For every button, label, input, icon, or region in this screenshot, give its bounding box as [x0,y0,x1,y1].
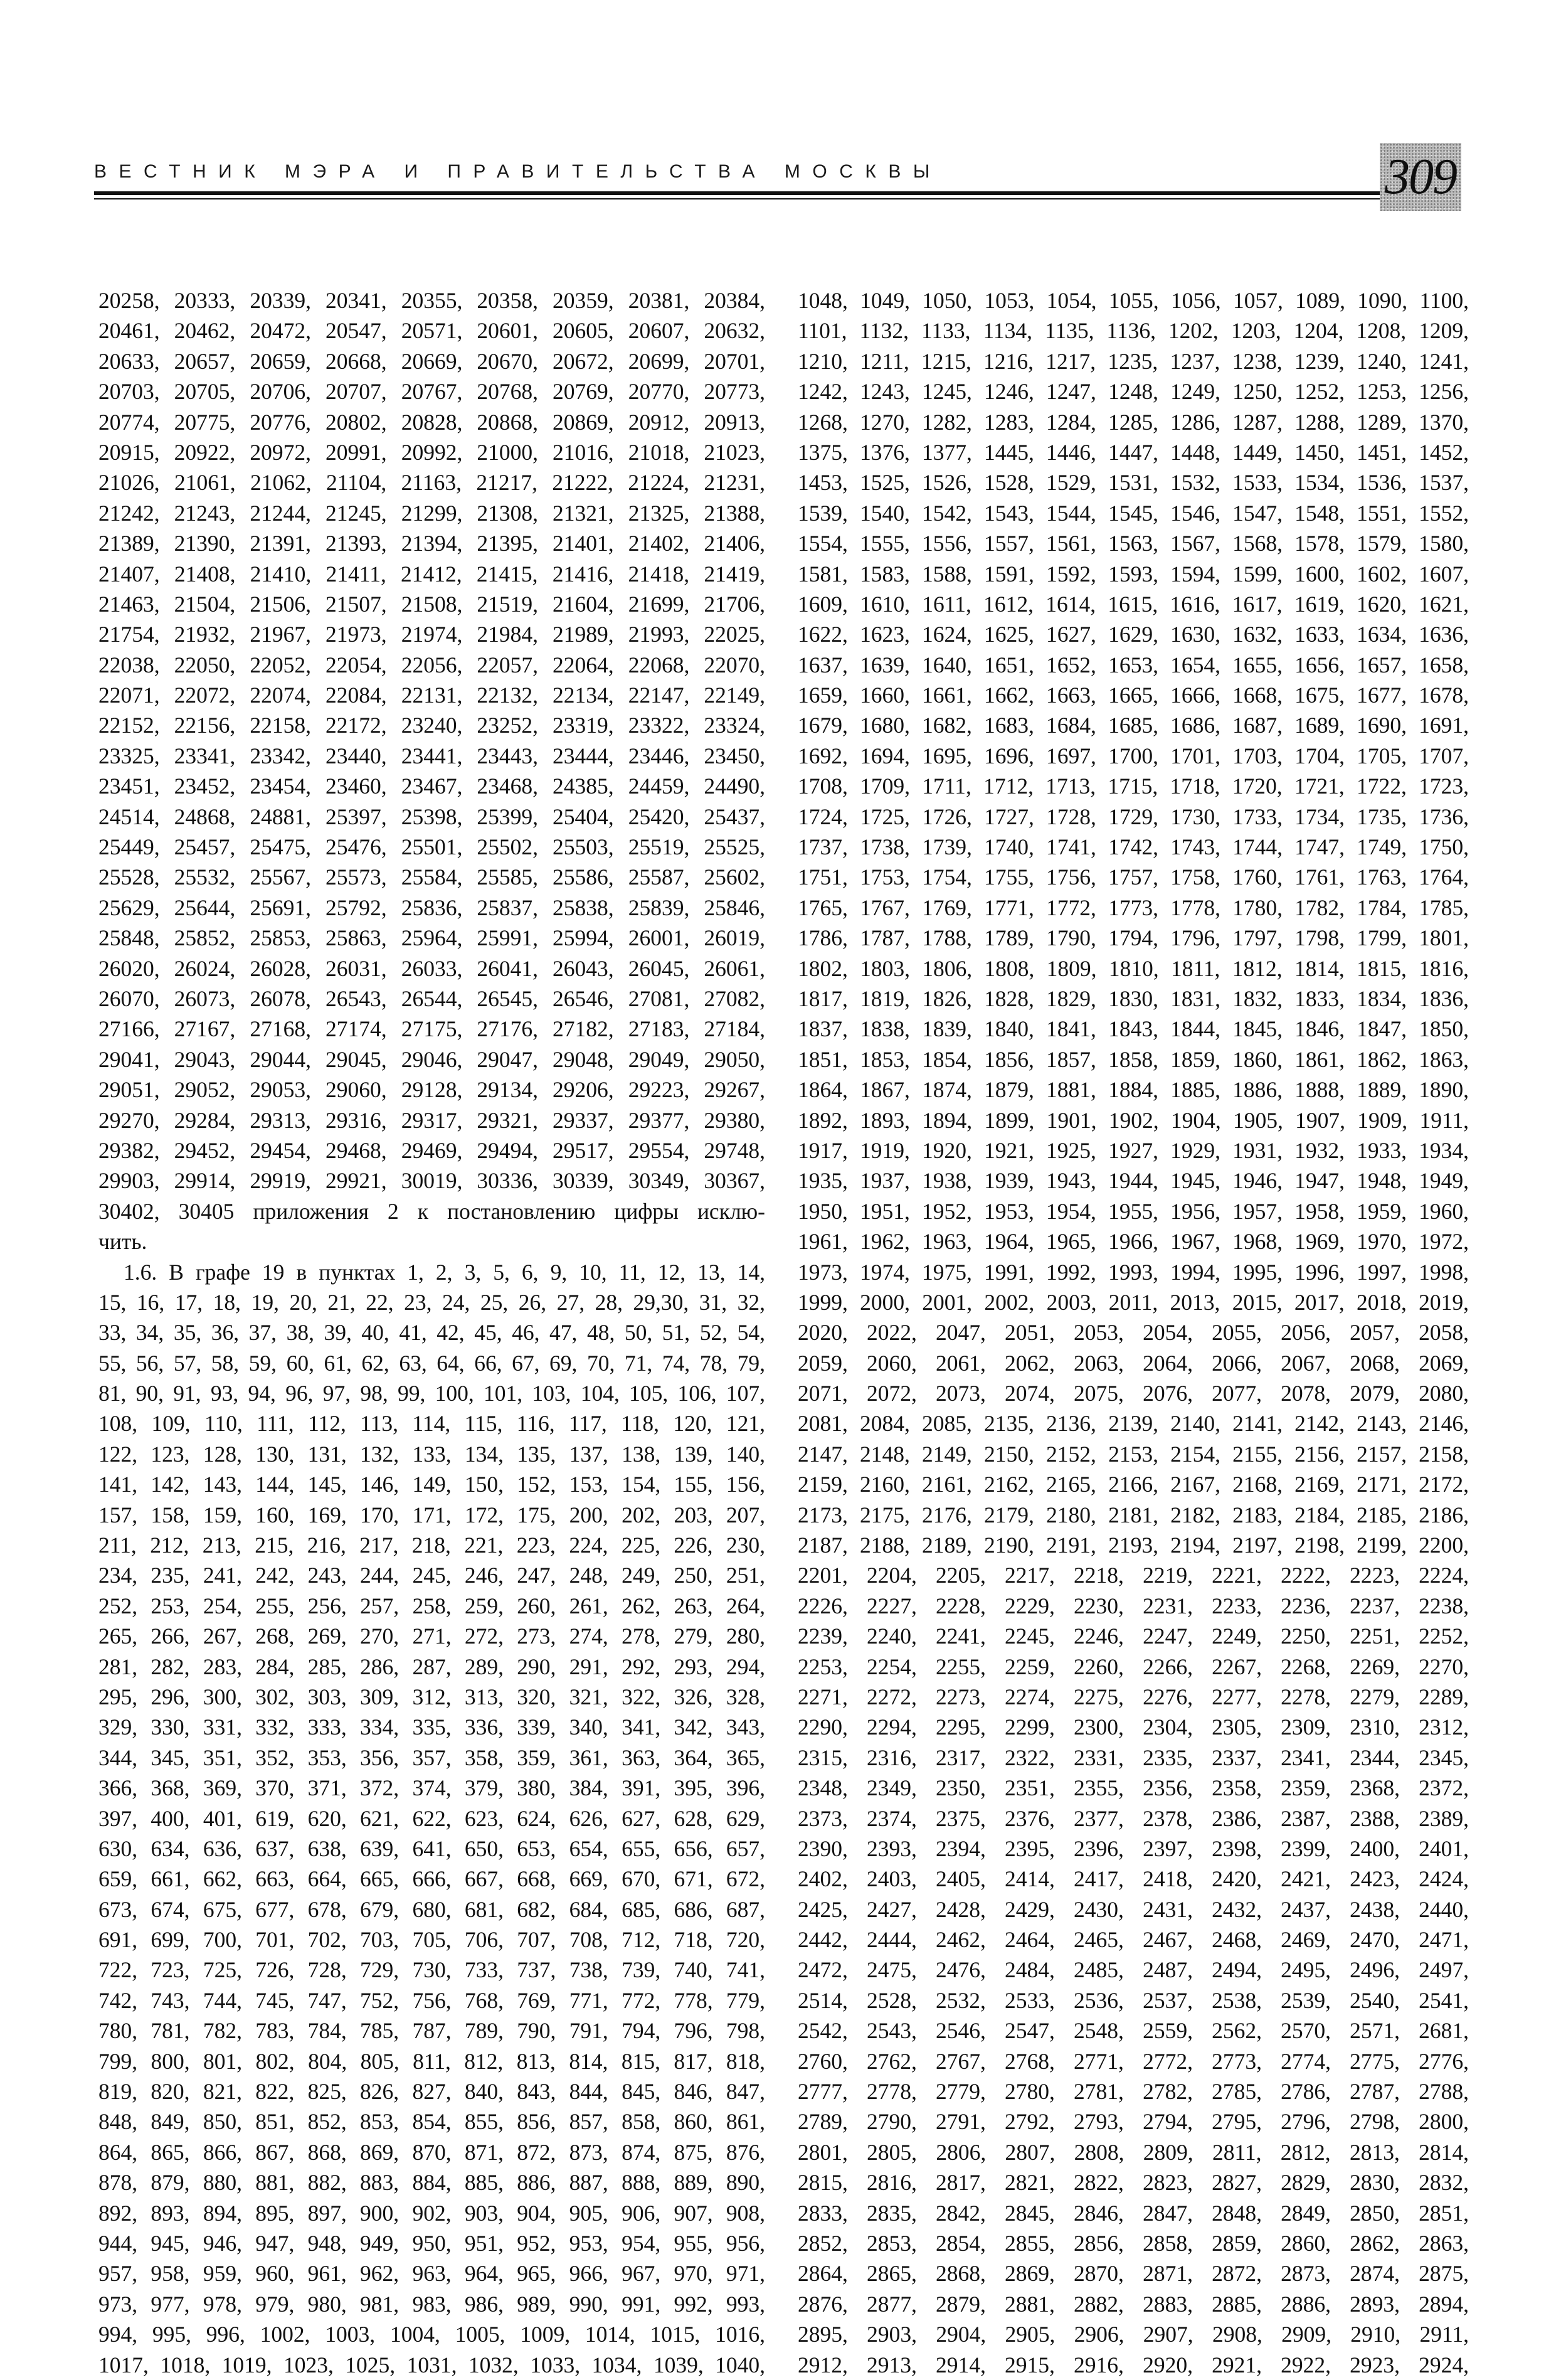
right-column [798,285,1469,2380]
text-line: 29051, 29052, 29053, 29060, 29128, 29134, 29206, 29223, 29267, [98,1077,765,1103]
text-line: 1554, 1555, 1556, 1557, 1561, 1563, 1567, 1568, 1578, 1579, 1580, [798,531,1469,556]
text-line: 281, 282, 283, 284, 285, 286, 287, 289, 290, 291, 292, 293, 294, [98,1654,765,1679]
text-line: 20915, 20922, 20972, 20991, 20992, 21000, 21016, 21018, 21023, [98,439,765,465]
text-line: 1622, 1623, 1624, 1625, 1627, 1629, 1630, 1632, 1633, 1634, 1636, [798,622,1469,647]
text-line: 742, 743, 744, 745, 747, 752, 756, 768, 769, 771, 772, 778, 779, [98,1987,765,2013]
text-line: 2271, 2272, 2273, 2274, 2275, 2276, 2277, 2278, 2279, 2289, [798,1684,1469,1709]
text-line: 2020, 2022, 2047, 2051, 2053, 2054, 2055, 2056, 2057, 2058, [798,1320,1469,1346]
text-line: 1659, 1660, 1661, 1662, 1663, 1665, 1666, 1668, 1675, 1677, 1678, [798,683,1469,708]
text-line: 20703, 20705, 20706, 20707, 20767, 20768, 20769, 20770, 20773, [98,379,765,405]
text-line: 29903, 29914, 29919, 29921, 30019, 30336, 30339, 30349, 30367, [98,1168,765,1194]
text-line: 780, 781, 782, 783, 784, 785, 787, 789, 790, 791, 794, 796, 798, [98,2018,765,2044]
text-line: 2472, 2475, 2476, 2484, 2485, 2487, 2494, 2495, 2496, 2497, [798,1957,1469,1983]
text-line: 1864, 1867, 1874, 1879, 1881, 1884, 1885, 1886, 1888, 1889, 1890, [798,1077,1469,1103]
text-line: 108, 109, 110, 111, 112, 113, 114, 115, 116, 117, 118, 120, 121, [98,1411,765,1437]
text-line: 265, 266, 267, 268, 269, 270, 271, 272, 273, 274, 278, 279, 280, [98,1623,765,1649]
text-line: 1973, 1974, 1975, 1991, 1992, 1993, 1994, 1995, 1996, 1997, 1998, [798,1259,1469,1285]
text-line: 30402, 30405 приложения 2 к постановлению цифры исклю- [98,1198,765,1224]
text-line: 344, 345, 351, 352, 353, 356, 357, 358, 359, 361, 363, 364, 365, [98,1745,765,1770]
text-line: 329, 330, 331, 332, 333, 334, 335, 336, 339, 340, 341, 342, 343, [98,1714,765,1740]
text-line: 21242, 21243, 21244, 21245, 21299, 21308, 21321, 21325, 21388, [98,500,765,526]
text-line: 1751, 1753, 1754, 1755, 1756, 1757, 1758, 1760, 1761, 1763, 1764, [798,864,1469,890]
text-line: 1737, 1738, 1739, 1740, 1741, 1742, 1743, 1744, 1747, 1749, 1750, [798,834,1469,860]
text-line: 1708, 1709, 1711, 1712, 1713, 1715, 1718, 1720, 1721, 1722, 1723, [798,773,1469,799]
text-line: 1765, 1767, 1769, 1771, 1772, 1773, 1778, 1780, 1782, 1784, 1785, [798,895,1469,920]
text-line: 1724, 1725, 1726, 1727, 1728, 1729, 1730, 1733, 1734, 1735, 1736, [798,804,1469,829]
header-rule-thin [94,198,1380,199]
left-column [98,285,765,2380]
text-line: 2239, 2240, 2241, 2245, 2246, 2247, 2249, 2250, 2251, 2252, [798,1623,1469,1649]
text-line: 878, 879, 880, 881, 882, 883, 884, 885, 886, 887, 888, 889, 890, [98,2170,765,2196]
text-line: 234, 235, 241, 242, 243, 244, 245, 246, 247, 248, 249, 250, 251, [98,1563,765,1588]
text-line: 29382, 29452, 29454, 29468, 29469, 29494, 29517, 29554, 29748, [98,1137,765,1163]
text-line: 2315, 2316, 2317, 2322, 2331, 2335, 2337, 2341, 2344, 2345, [798,1745,1469,1770]
text-line: 2348, 2349, 2350, 2351, 2355, 2356, 2358, 2359, 2368, 2372, [798,1775,1469,1801]
text-line: 22038, 22050, 22052, 22054, 22056, 22057, 22064, 22068, 22070, [98,652,765,677]
text-line: 23451, 23452, 23454, 23460, 23467, 23468, 24385, 24459, 24490, [98,773,765,799]
text-line: 295, 296, 300, 302, 303, 309, 312, 313, 320, 321, 322, 326, 328, [98,1684,765,1709]
text-line: 22152, 22156, 22158, 22172, 23240, 23252, 23319, 23322, 23324, [98,713,765,738]
text-line: 2815, 2816, 2817, 2821, 2822, 2823, 2827, 2829, 2830, 2832, [798,2170,1469,2196]
text-line: 2059, 2060, 2061, 2062, 2063, 2064, 2066, 2067, 2068, 2069, [798,1350,1469,1376]
text-line: 799, 800, 801, 802, 804, 805, 811, 812, 813, 814, 815, 817, 818, [98,2048,765,2074]
text-line: 25449, 25457, 25475, 25476, 25501, 25502, 25503, 25519, 25525, [98,834,765,860]
text-line: 1892, 1893, 1894, 1899, 1901, 1902, 1904, 1905, 1907, 1909, 1911, [798,1107,1469,1133]
text-line: 2373, 2374, 2375, 2376, 2377, 2378, 2386, 2387, 2388, 2389, [798,1805,1469,1831]
text-line: 2912, 2913, 2914, 2915, 2916, 2920, 2921, 2922, 2923, 2924, [798,2352,1469,2377]
page-number: 309 [1385,149,1456,205]
text-line: 21754, 21932, 21967, 21973, 21974, 21984, 21989, 21993, 22025, [98,622,765,647]
text-line: 659, 661, 662, 663, 664, 665, 666, 667, 668, 669, 670, 671, 672, [98,1866,765,1892]
text-line: 25528, 25532, 25567, 25573, 25584, 25585, 25586, 25587, 25602, [98,864,765,890]
text-line: 2833, 2835, 2842, 2845, 2846, 2847, 2848, 2849, 2850, 2851, [798,2200,1469,2226]
text-line: 691, 699, 700, 701, 702, 703, 705, 706, 707, 708, 712, 718, 720, [98,1927,765,1953]
text-line: 21026, 21061, 21062, 21104, 21163, 21217, 21222, 21224, 21231, [98,470,765,496]
text-line: 211, 212, 213, 215, 216, 217, 218, 221, 223, 224, 225, 226, 230, [98,1533,765,1558]
text-line: 2895, 2903, 2904, 2905, 2906, 2907, 2908, 2909, 2910, 2911, [798,2322,1469,2347]
text-line: 20258, 20333, 20339, 20341, 20355, 20358, 20359, 20381, 20384, [98,288,765,313]
text-line: 848, 849, 850, 851, 852, 853, 854, 855, 856, 857, 858, 860, 861, [98,2109,765,2135]
text-line: 21389, 21390, 21391, 21393, 21394, 21395, 21401, 21402, 21406, [98,531,765,556]
text-line: 892, 893, 894, 895, 897, 900, 902, 903, 904, 905, 906, 907, 908, [98,2200,765,2226]
text-line: 994, 995, 996, 1002, 1003, 1004, 1005, 1009, 1014, 1015, 1016, [98,2322,765,2347]
text-line: 1999, 2000, 2001, 2002, 2003, 2011, 2013, 2015, 2017, 2018, 2019, [798,1289,1469,1315]
text-line: 22071, 22072, 22074, 22084, 22131, 22132, 22134, 22147, 22149, [98,683,765,708]
text-line: 397, 400, 401, 619, 620, 621, 622, 623, 624, 626, 627, 628, 629, [98,1805,765,1831]
text-line: 1048, 1049, 1050, 1053, 1054, 1055, 1056, 1057, 1089, 1090, 1100, [798,288,1469,313]
text-line: 55, 56, 57, 58, 59, 60, 61, 62, 63, 64, 66, 67, 69, 70, 71, 74, 78, 79, [98,1350,765,1376]
text-line: 252, 253, 254, 255, 256, 257, 258, 259, 260, 261, 262, 263, 264, [98,1593,765,1618]
text-line: 1210, 1211, 1215, 1216, 1217, 1235, 1237, 1238, 1239, 1240, 1241, [798,348,1469,374]
text-line: 1101, 1132, 1133, 1134, 1135, 1136, 1202, 1203, 1204, 1208, 1209, [798,318,1469,344]
text-line: 15, 16, 17, 18, 19, 20, 21, 22, 23, 24, 25, 26, 27, 28, 29,30, 31, 32, [98,1289,765,1315]
text-line: 20461, 20462, 20472, 20547, 20571, 20601, 20605, 20607, 20632, [98,318,765,344]
text-line: 1268, 1270, 1282, 1283, 1284, 1285, 1286, 1287, 1288, 1289, 1370, [798,409,1469,435]
text-line: 24514, 24868, 24881, 25397, 25398, 25399, 25404, 25420, 25437, [98,804,765,829]
text-line: 157, 158, 159, 160, 169, 170, 171, 172, 175, 200, 202, 203, 207, [98,1502,765,1527]
text-line: 2801, 2805, 2806, 2807, 2808, 2809, 2811, 2812, 2813, 2814, [798,2139,1469,2165]
text-line: 2187, 2188, 2189, 2190, 2191, 2193, 2194, 2197, 2198, 2199, 2200, [798,1533,1469,1558]
text-line: 1637, 1639, 1640, 1651, 1652, 1653, 1654, 1655, 1656, 1657, 1658, [798,652,1469,677]
text-line: 630, 634, 636, 637, 638, 639, 641, 650, 653, 654, 655, 656, 657, [98,1835,765,1861]
text-line: 25848, 25852, 25853, 25863, 25964, 25991, 25994, 26001, 26019, [98,925,765,951]
text-line: 1609, 1610, 1611, 1612, 1614, 1615, 1616, 1617, 1619, 1620, 1621, [798,591,1469,617]
text-line: 2390, 2393, 2394, 2395, 2396, 2397, 2398, 2399, 2400, 2401, [798,1835,1469,1861]
text-line: 1581, 1583, 1588, 1591, 1592, 1593, 1594, 1599, 1600, 1602, 1607, [798,561,1469,587]
text-line: 722, 723, 725, 726, 728, 729, 730, 733, 737, 738, 739, 740, 741, [98,1957,765,1983]
text-line: 2253, 2254, 2255, 2259, 2260, 2266, 2267, 2268, 2269, 2270, [798,1654,1469,1679]
text-line: 25629, 25644, 25691, 25792, 25836, 25837, 25838, 25839, 25846, [98,895,765,920]
text-line: 1917, 1919, 1920, 1921, 1925, 1927, 1929, 1931, 1932, 1933, 1934, [798,1137,1469,1163]
text-line: 1017, 1018, 1019, 1023, 1025, 1031, 1032, 1033, 1034, 1039, 1040, [98,2352,765,2377]
header-rule-thick [94,191,1380,195]
text-line: 21463, 21504, 21506, 21507, 21508, 21519, 21604, 21699, 21706, [98,591,765,617]
publication-title: ВЕСТНИК МЭРА И ПРАВИТЕЛЬСТВА МОСКВЫ [94,161,942,182]
text-line: 2081, 2084, 2085, 2135, 2136, 2139, 2140, 2141, 2142, 2143, 2146, [798,1411,1469,1437]
text-line: 2071, 2072, 2073, 2074, 2075, 2076, 2077, 2078, 2079, 2080, [798,1381,1469,1406]
text-line: 2760, 2762, 2767, 2768, 2771, 2772, 2773, 2774, 2775, 2776, [798,2048,1469,2074]
text-line: 1935, 1937, 1938, 1939, 1943, 1944, 1945, 1946, 1947, 1948, 1949, [798,1168,1469,1194]
text-line: 1375, 1376, 1377, 1445, 1446, 1447, 1448, 1449, 1450, 1451, 1452, [798,439,1469,465]
text-line: 2425, 2427, 2428, 2429, 2430, 2431, 2432, 2437, 2438, 2440, [798,1896,1469,1922]
text-line: 2402, 2403, 2405, 2414, 2417, 2418, 2420, 2421, 2423, 2424, [798,1866,1469,1892]
text-line: 957, 958, 959, 960, 961, 962, 963, 964, 965, 966, 967, 970, 971, [98,2261,765,2287]
text-line: 2226, 2227, 2228, 2229, 2230, 2231, 2233, 2236, 2237, 2238, [798,1593,1469,1618]
text-line: 27166, 27167, 27168, 27174, 27175, 27176, 27182, 27183, 27184, [98,1016,765,1042]
text-line: 2876, 2877, 2879, 2881, 2882, 2883, 2885, 2886, 2893, 2894, [798,2291,1469,2317]
text-line: 2789, 2790, 2791, 2792, 2793, 2794, 2795, 2796, 2798, 2800, [798,2109,1469,2135]
text-line: 944, 945, 946, 947, 948, 949, 950, 951, 952, 953, 954, 955, 956, [98,2231,765,2256]
text-line: чить. [98,1229,147,1255]
text-line: 20774, 20775, 20776, 20802, 20828, 20868, 20869, 20912, 20913, [98,409,765,435]
text-line: 2514, 2528, 2532, 2533, 2536, 2537, 2538, 2539, 2540, 2541, [798,1987,1469,2013]
text-line: 26020, 26024, 26028, 26031, 26033, 26041, 26043, 26045, 26061, [98,955,765,981]
text-line: 20633, 20657, 20659, 20668, 20669, 20670, 20672, 20699, 20701, [98,348,765,374]
text-line: 1851, 1853, 1854, 1856, 1857, 1858, 1859, 1860, 1861, 1862, 1863, [798,1046,1469,1072]
text-line: 1539, 1540, 1542, 1543, 1544, 1545, 1546, 1547, 1548, 1551, 1552, [798,500,1469,526]
text-line: 1817, 1819, 1826, 1828, 1829, 1830, 1831, 1832, 1833, 1834, 1836, [798,985,1469,1011]
text-line: 1.6. В графе 19 в пунктах 1, 2, 3, 5, 6, 9, 10, 11, 12, 13, 14, [124,1259,765,1285]
text-line: 26070, 26073, 26078, 26543, 26544, 26545, 26546, 27081, 27082, [98,985,765,1011]
text-line: 1679, 1680, 1682, 1683, 1684, 1685, 1686, 1687, 1689, 1690, 1691, [798,713,1469,738]
text-line: 1950, 1951, 1952, 1953, 1954, 1955, 1956, 1957, 1958, 1959, 1960, [798,1198,1469,1224]
text-line: 2147, 2148, 2149, 2150, 2152, 2153, 2154, 2155, 2156, 2157, 2158, [798,1441,1469,1467]
page-number-badge [1380,143,1461,211]
text-line: 2159, 2160, 2161, 2162, 2165, 2166, 2167, 2168, 2169, 2171, 2172, [798,1472,1469,1497]
text-line: 973, 977, 978, 979, 980, 981, 983, 986, 989, 990, 991, 992, 993, [98,2291,765,2317]
text-line: 673, 674, 675, 677, 678, 679, 680, 681, 682, 684, 685, 686, 687, [98,1896,765,1922]
text-line: 1786, 1787, 1788, 1789, 1790, 1794, 1796, 1797, 1798, 1799, 1801, [798,925,1469,951]
text-line: 1837, 1838, 1839, 1840, 1841, 1843, 1844, 1845, 1846, 1847, 1850, [798,1016,1469,1042]
text-line: 2542, 2543, 2546, 2547, 2548, 2559, 2562, 2570, 2571, 2681, [798,2018,1469,2044]
text-line: 122, 123, 128, 130, 131, 132, 133, 134, 135, 137, 138, 139, 140, [98,1441,765,1467]
text-line: 2290, 2294, 2295, 2299, 2300, 2304, 2305, 2309, 2310, 2312, [798,1714,1469,1740]
text-line: 1802, 1803, 1806, 1808, 1809, 1810, 1811, 1812, 1814, 1815, 1816, [798,955,1469,981]
text-line: 819, 820, 821, 822, 825, 826, 827, 840, 843, 844, 845, 846, 847, [98,2079,765,2105]
text-line: 2852, 2853, 2854, 2855, 2856, 2858, 2859, 2860, 2862, 2863, [798,2231,1469,2256]
text-line: 864, 865, 866, 867, 868, 869, 870, 871, 872, 873, 874, 875, 876, [98,2139,765,2165]
text-line: 2777, 2778, 2779, 2780, 2781, 2782, 2785, 2786, 2787, 2788, [798,2079,1469,2105]
text-line: 1692, 1694, 1695, 1696, 1697, 1700, 1701, 1703, 1704, 1705, 1707, [798,743,1469,768]
text-line: 23325, 23341, 23342, 23440, 23441, 23443, 23444, 23446, 23450, [98,743,765,768]
text-line: 81, 90, 91, 93, 94, 96, 97, 98, 99, 100, 101, 103, 104, 105, 106, 107, [98,1381,765,1406]
text-line: 141, 142, 143, 144, 145, 146, 149, 150, 152, 153, 154, 155, 156, [98,1472,765,1497]
text-line: 1961, 1962, 1963, 1964, 1965, 1966, 1967, 1968, 1969, 1970, 1972, [798,1229,1469,1255]
text-line: 1242, 1243, 1245, 1246, 1247, 1248, 1249, 1250, 1252, 1253, 1256, [798,379,1469,405]
text-line: 366, 368, 369, 370, 371, 372, 374, 379, 380, 384, 391, 395, 396, [98,1775,765,1801]
text-line: 2442, 2444, 2462, 2464, 2465, 2467, 2468, 2469, 2470, 2471, [798,1927,1469,1953]
text-line: 29270, 29284, 29313, 29316, 29317, 29321, 29337, 29377, 29380, [98,1107,765,1133]
text-line: 2864, 2865, 2868, 2869, 2870, 2871, 2872, 2873, 2874, 2875, [798,2261,1469,2287]
text-line: 2201, 2204, 2205, 2217, 2218, 2219, 2221, 2222, 2223, 2224, [798,1563,1469,1588]
text-line: 2173, 2175, 2176, 2179, 2180, 2181, 2182, 2183, 2184, 2185, 2186, [798,1502,1469,1527]
text-line: 1453, 1525, 1526, 1528, 1529, 1531, 1532, 1533, 1534, 1536, 1537, [798,470,1469,496]
text-line: 33, 34, 35, 36, 37, 38, 39, 40, 41, 42, 45, 46, 47, 48, 50, 51, 52, 54, [98,1320,765,1346]
text-line: 21407, 21408, 21410, 21411, 21412, 21415, 21416, 21418, 21419, [98,561,765,587]
text-line: 29041, 29043, 29044, 29045, 29046, 29047, 29048, 29049, 29050, [98,1046,765,1072]
